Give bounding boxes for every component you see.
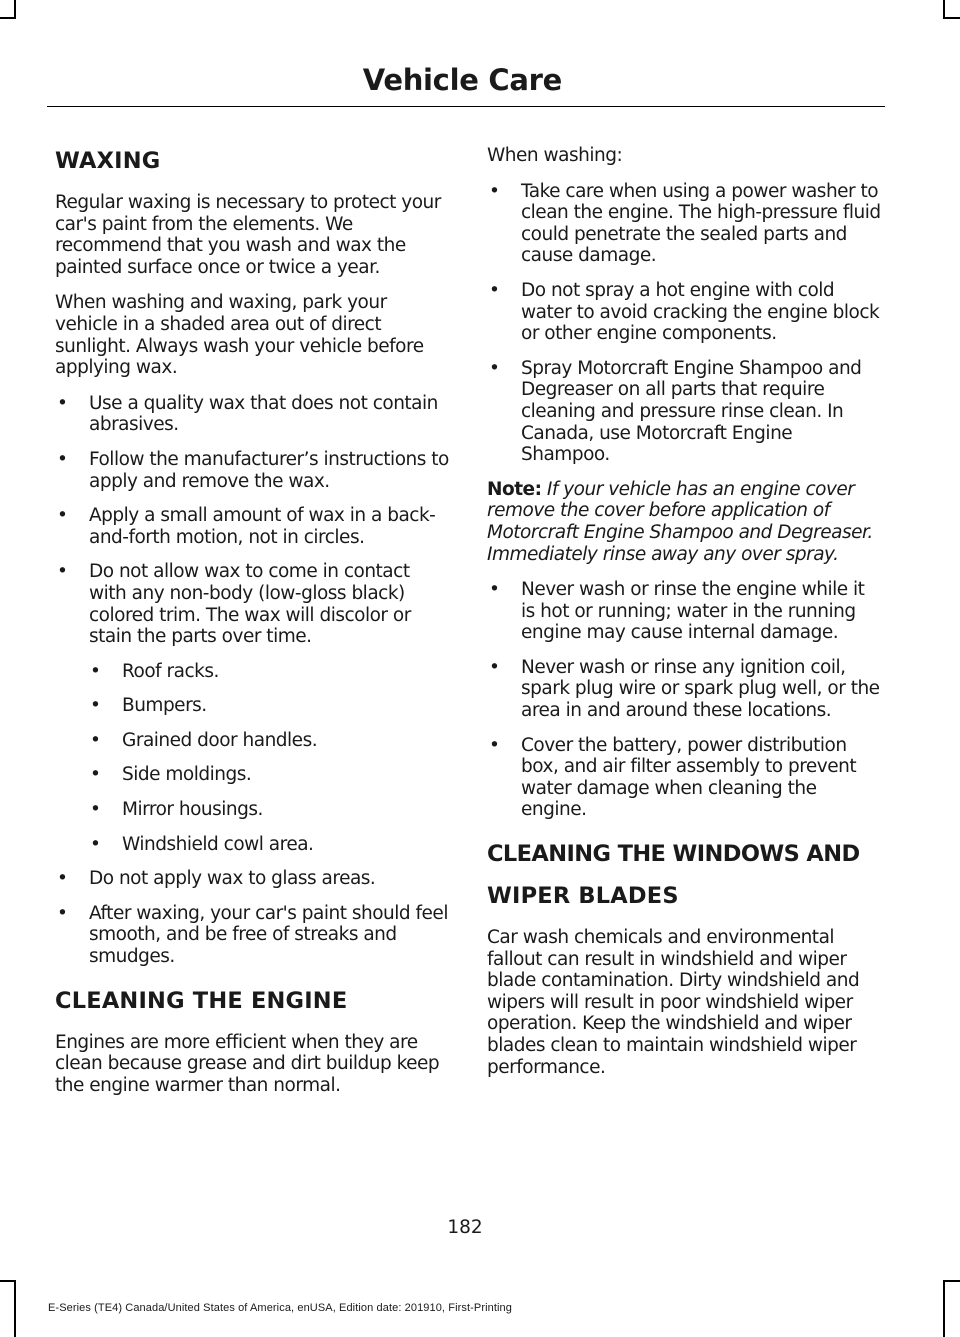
list-item: • Take care when using a power washer to clean the engine. The high-pressure fluid could penetrate the sealed parts and cause damage.: [487, 181, 883, 267]
list-item: • Follow the manufacturer’s instructions to apply and remove the wax.: [55, 449, 450, 492]
list-item: • Never wash or rinse any ignition coil, spark plug wire or spark plug well, or the area in and around these locations.: [487, 657, 883, 722]
waxing-heading: WAXING: [55, 148, 161, 174]
waxing-bullet-list-2: [55, 868, 450, 967]
right-column: [487, 145, 883, 1092]
engine-cover-note: [487, 479, 883, 565]
crop-mark-top-right-h: [943, 17, 960, 19]
edition-footer: E-Series (TE4) Canada/United States of America, enUSA, Edition date: 201910, First-Printing: [48, 1302, 512, 1314]
engine-paragraph-1: Engines are more efficient when they are clean because grease and dirt buildup keep the engine warmer than normal.: [55, 1031, 440, 1096]
washing-bullet-list-2: [487, 579, 883, 821]
crop-mark-bottom-right-v: [943, 1280, 945, 1337]
list-item: • Bumpers.: [88, 695, 450, 717]
header-divider: [47, 106, 885, 107]
crop-mark-top-right-v: [943, 0, 945, 18]
cleaning-windows-heading-line-1: CLEANING THE WINDOWS AND: [487, 841, 860, 868]
waxing-paragraph-1: Regular waxing is necessary to protect your car's paint from the elements. We recommend that you wash and wax the painted surface once or twice a year.: [55, 192, 441, 278]
note-label: Note:: [487, 478, 542, 500]
list-item: • Cover the battery, power distribution box, and air filter assembly to prevent water damage when cleaning the engine.: [487, 735, 883, 821]
crop-mark-bottom-right-h: [943, 1280, 960, 1282]
crop-mark-bottom-left-h: [0, 1280, 16, 1282]
list-item: • Never wash or rinse the engine while it is hot or running; water in the running engine may cause internal damage.: [487, 579, 883, 644]
washing-bullet-list: [487, 181, 883, 466]
list-item: • Do not allow wax to come in contact with any non-body (low-gloss black) colored trim. The wax will discolor or stain the parts over time.: [55, 561, 450, 647]
crop-mark-top-left-h: [0, 17, 16, 19]
list-item: • Grained door handles.: [88, 730, 450, 752]
crop-mark-top-left-v: [14, 0, 16, 18]
list-item: • Spray Motorcraft Engine Shampoo and Degreaser on all parts that require cleaning and pressure rinse clean. In Canada, use Motorcraft Engine Shampoo.: [487, 358, 883, 466]
crop-mark-bottom-left-v: [14, 1280, 16, 1337]
list-item: • Roof racks.: [88, 661, 450, 683]
page-number: 182: [447, 1217, 483, 1238]
cleaning-engine-heading: CLEANING THE ENGINE: [55, 987, 348, 1014]
list-item: • Use a quality wax that does not contain abrasives.: [55, 393, 450, 436]
windows-paragraph-1: Car wash chemicals and environmental fallout can result in windshield and wiper blade contamination. Dirty windshield and wipers will result in poor windshield wiper operation. Keep the windshield and wiper blades clean to maintain windshield wiper performance.: [487, 927, 860, 1078]
page-section-title: Vehicle Care: [362, 63, 562, 97]
list-item: • Do not apply wax to glass areas.: [55, 868, 450, 890]
trim-parts-sublist: [55, 661, 450, 856]
list-item: • Apply a small amount of wax in a back-and-forth motion, not in circles.: [55, 505, 450, 548]
list-item: • After waxing, your car's paint should feel smooth, and be free of streaks and smudges.: [55, 903, 450, 968]
cleaning-windows-heading-line-2: WIPER BLADES: [487, 883, 679, 910]
list-item: • Windshield cowl area.: [88, 834, 450, 856]
waxing-bullet-list: [55, 393, 450, 648]
list-item: • Side moldings.: [88, 764, 450, 786]
list-item: • Mirror housings.: [88, 799, 450, 821]
note-text: If your vehicle has an engine cover remove the cover before application of Motorcraft Engine Shampoo and Degreaser. Immediately rinse away any over spray.: [487, 478, 873, 565]
left-column: [55, 130, 450, 1110]
waxing-paragraph-2: When washing and waxing, park your vehicle in a shaded area out of direct sunlight. Always wash your vehicle before applying wax.: [55, 292, 424, 379]
list-item: • Do not spray a hot engine with cold water to avoid cracking the engine block or other engine components.: [487, 280, 883, 345]
washing-intro: When washing:: [487, 145, 623, 166]
